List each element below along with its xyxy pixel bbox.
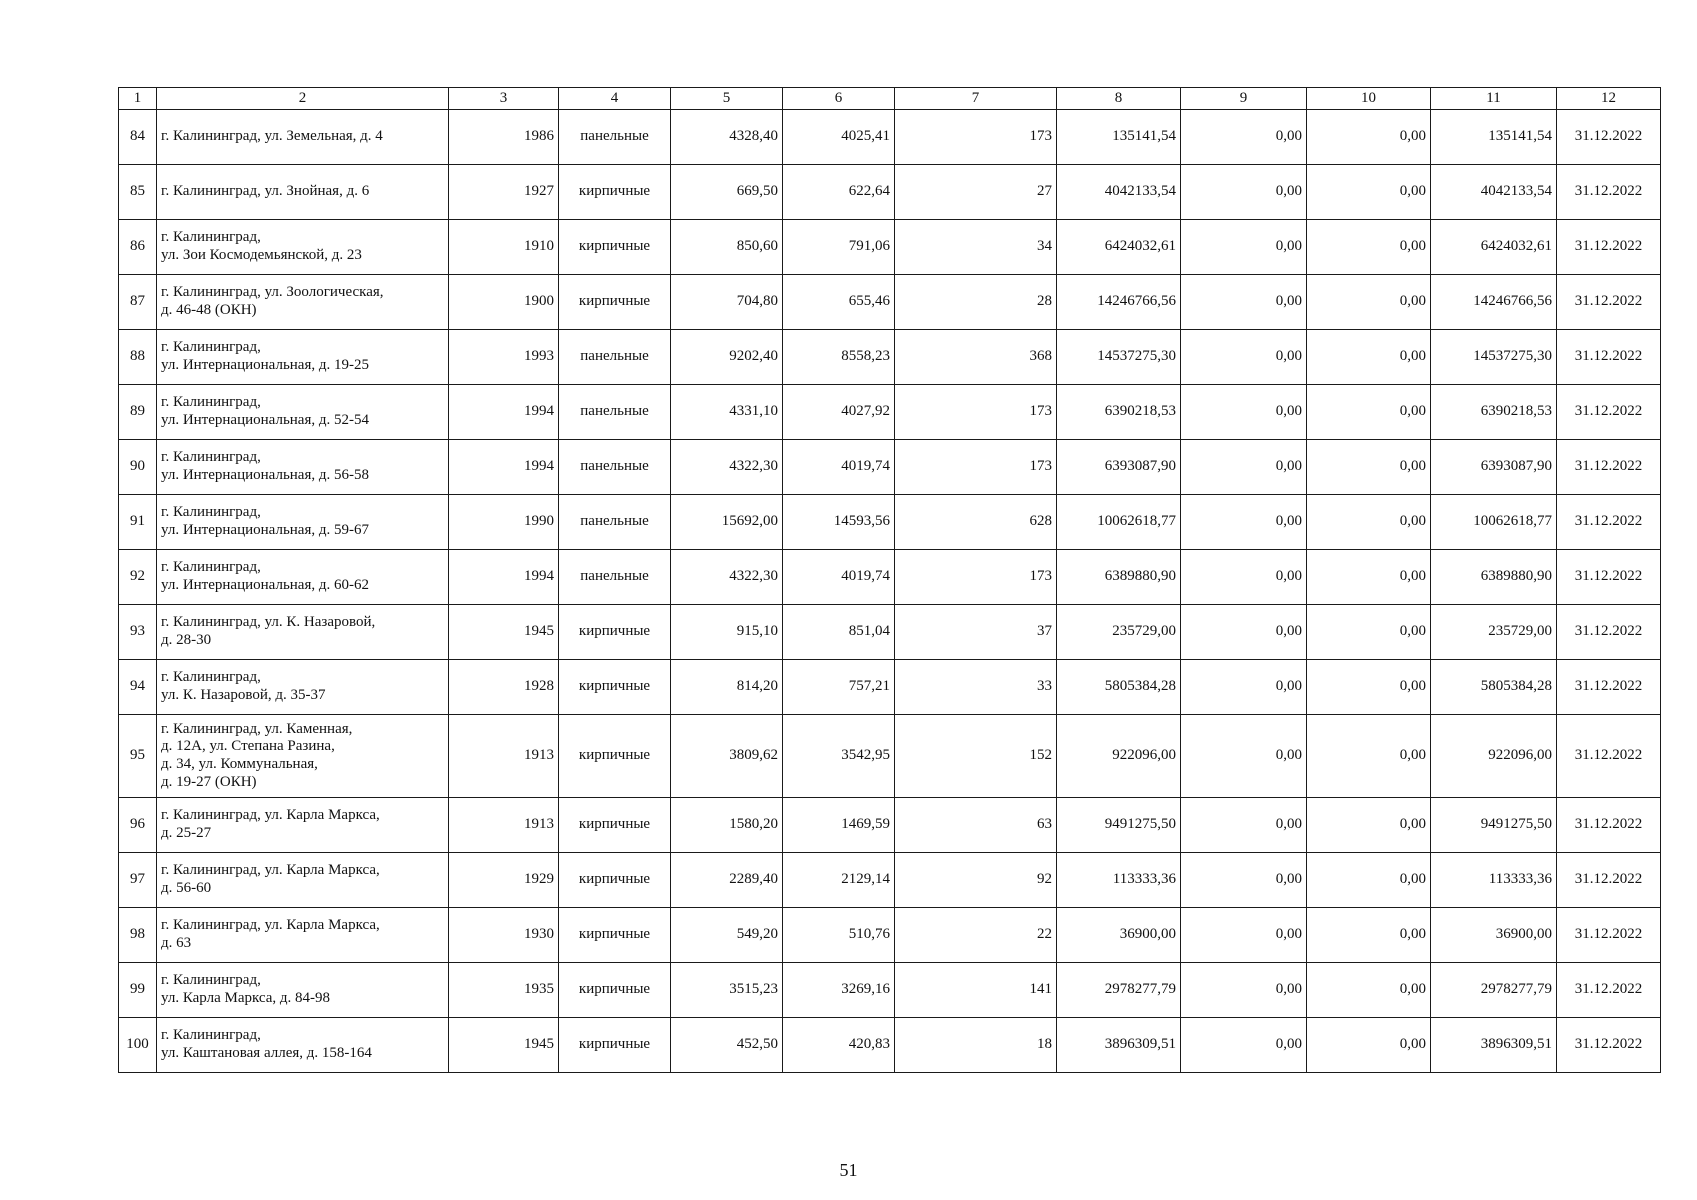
col5-cell: 814,20 xyxy=(671,660,783,715)
col10-cell: 0,00 xyxy=(1307,660,1431,715)
row-number-cell: 86 xyxy=(119,220,157,275)
year-cell: 1913 xyxy=(449,715,559,798)
col7-cell: 28 xyxy=(895,275,1057,330)
column-header-8: 8 xyxy=(1057,88,1181,110)
address-cell xyxy=(157,798,449,853)
col5-cell: 4322,30 xyxy=(671,550,783,605)
address-cell xyxy=(157,495,449,550)
column-header-12: 12 xyxy=(1557,88,1661,110)
table-row xyxy=(119,853,1661,908)
address-line: г. Калининград, ул. Земельная, д. 4 xyxy=(161,128,383,145)
col9-cell: 0,00 xyxy=(1181,715,1307,798)
row-number-cell: 95 xyxy=(119,715,157,798)
wall-material-cell: кирпичные xyxy=(559,798,671,853)
column-header-9: 9 xyxy=(1181,88,1307,110)
address-cell xyxy=(157,330,449,385)
wall-material-cell: кирпичные xyxy=(559,275,671,330)
address-cell xyxy=(157,715,449,798)
year-cell: 1910 xyxy=(449,220,559,275)
col9-cell: 0,00 xyxy=(1181,1018,1307,1073)
col8-cell: 9491275,50 xyxy=(1057,798,1181,853)
col9-cell: 0,00 xyxy=(1181,440,1307,495)
table-row xyxy=(119,220,1661,275)
col5-cell: 9202,40 xyxy=(671,330,783,385)
col10-cell: 0,00 xyxy=(1307,440,1431,495)
wall-material-cell: панельные xyxy=(559,550,671,605)
column-number-header-row xyxy=(119,88,1661,110)
address-cell xyxy=(157,963,449,1018)
date-cell: 31.12.2022 xyxy=(1557,908,1661,963)
address-line: г. Калининград, ул. Карла Маркса, xyxy=(161,862,380,879)
col6-cell: 2129,14 xyxy=(783,853,895,908)
date-cell: 31.12.2022 xyxy=(1557,330,1661,385)
address-line: д. 46-48 (ОКН) xyxy=(161,302,257,318)
col7-cell: 173 xyxy=(895,440,1057,495)
address-cell xyxy=(157,275,449,330)
col7-cell: 92 xyxy=(895,853,1057,908)
col7-cell: 63 xyxy=(895,798,1057,853)
date-cell: 31.12.2022 xyxy=(1557,715,1661,798)
col11-cell: 2978277,79 xyxy=(1431,963,1557,1018)
col8-cell: 6390218,53 xyxy=(1057,385,1181,440)
col6-cell: 420,83 xyxy=(783,1018,895,1073)
column-header-11: 11 xyxy=(1431,88,1557,110)
row-number-cell: 89 xyxy=(119,385,157,440)
col10-cell: 0,00 xyxy=(1307,1018,1431,1073)
col7-cell: 173 xyxy=(895,385,1057,440)
table-row xyxy=(119,963,1661,1018)
year-cell: 1994 xyxy=(449,385,559,440)
col9-cell: 0,00 xyxy=(1181,853,1307,908)
col9-cell: 0,00 xyxy=(1181,330,1307,385)
col6-cell: 622,64 xyxy=(783,165,895,220)
date-cell: 31.12.2022 xyxy=(1557,385,1661,440)
col6-cell: 8558,23 xyxy=(783,330,895,385)
col7-cell: 368 xyxy=(895,330,1057,385)
housing-registry-table xyxy=(118,87,1661,1073)
col9-cell: 0,00 xyxy=(1181,165,1307,220)
date-cell: 31.12.2022 xyxy=(1557,660,1661,715)
year-cell: 1945 xyxy=(449,605,559,660)
col5-cell: 850,60 xyxy=(671,220,783,275)
wall-material-cell: панельные xyxy=(559,495,671,550)
table-row xyxy=(119,385,1661,440)
row-number-cell: 96 xyxy=(119,798,157,853)
col7-cell: 141 xyxy=(895,963,1057,1018)
col6-cell: 3542,95 xyxy=(783,715,895,798)
address-line: д. 28-30 xyxy=(161,632,212,648)
col10-cell: 0,00 xyxy=(1307,853,1431,908)
address-cell xyxy=(157,550,449,605)
col8-cell: 2978277,79 xyxy=(1057,963,1181,1018)
address-line: г. Калининград, xyxy=(161,449,261,466)
col8-cell: 14246766,56 xyxy=(1057,275,1181,330)
row-number-cell: 90 xyxy=(119,440,157,495)
col10-cell: 0,00 xyxy=(1307,798,1431,853)
date-cell: 31.12.2022 xyxy=(1557,550,1661,605)
date-cell: 31.12.2022 xyxy=(1557,853,1661,908)
col10-cell: 0,00 xyxy=(1307,495,1431,550)
column-header-2: 2 xyxy=(157,88,449,110)
col11-cell: 135141,54 xyxy=(1431,110,1557,165)
col11-cell: 6424032,61 xyxy=(1431,220,1557,275)
col6-cell: 791,06 xyxy=(783,220,895,275)
row-number-cell: 88 xyxy=(119,330,157,385)
table-row xyxy=(119,798,1661,853)
row-number-cell: 92 xyxy=(119,550,157,605)
col6-cell: 14593,56 xyxy=(783,495,895,550)
year-cell: 1927 xyxy=(449,165,559,220)
column-header-5: 5 xyxy=(671,88,783,110)
col9-cell: 0,00 xyxy=(1181,385,1307,440)
table-row xyxy=(119,330,1661,385)
address-line: г. Калининград, ул. К. Назаровой, xyxy=(161,614,376,631)
col8-cell: 3896309,51 xyxy=(1057,1018,1181,1073)
address-line: г. Калининград, ул. Зоологическая, xyxy=(161,284,384,301)
col11-cell: 113333,36 xyxy=(1431,853,1557,908)
col6-cell: 757,21 xyxy=(783,660,895,715)
address-line: г. Калининград, ул. Карла Маркса, xyxy=(161,807,380,824)
address-cell xyxy=(157,220,449,275)
col9-cell: 0,00 xyxy=(1181,660,1307,715)
col11-cell: 3896309,51 xyxy=(1431,1018,1557,1073)
col6-cell: 510,76 xyxy=(783,908,895,963)
col6-cell: 4019,74 xyxy=(783,550,895,605)
row-number-cell: 99 xyxy=(119,963,157,1018)
col9-cell: 0,00 xyxy=(1181,495,1307,550)
wall-material-cell: кирпичные xyxy=(559,963,671,1018)
col10-cell: 0,00 xyxy=(1307,908,1431,963)
col6-cell: 3269,16 xyxy=(783,963,895,1018)
col5-cell: 4322,30 xyxy=(671,440,783,495)
col8-cell: 135141,54 xyxy=(1057,110,1181,165)
address-line: г. Калининград, ул. Знойная, д. 6 xyxy=(161,183,370,200)
wall-material-cell: панельные xyxy=(559,385,671,440)
wall-material-cell: панельные xyxy=(559,440,671,495)
col6-cell: 1469,59 xyxy=(783,798,895,853)
row-number-cell: 93 xyxy=(119,605,157,660)
address-line: г. Калининград, xyxy=(161,972,261,989)
table-row xyxy=(119,440,1661,495)
table-row xyxy=(119,1018,1661,1073)
date-cell: 31.12.2022 xyxy=(1557,165,1661,220)
col8-cell: 113333,36 xyxy=(1057,853,1181,908)
row-number-cell: 87 xyxy=(119,275,157,330)
table-row xyxy=(119,165,1661,220)
table-row xyxy=(119,605,1661,660)
col8-cell: 922096,00 xyxy=(1057,715,1181,798)
col7-cell: 173 xyxy=(895,550,1057,605)
date-cell: 31.12.2022 xyxy=(1557,220,1661,275)
col10-cell: 0,00 xyxy=(1307,165,1431,220)
year-cell: 1930 xyxy=(449,908,559,963)
col9-cell: 0,00 xyxy=(1181,220,1307,275)
col10-cell: 0,00 xyxy=(1307,715,1431,798)
col8-cell: 6424032,61 xyxy=(1057,220,1181,275)
address-cell xyxy=(157,1018,449,1073)
address-line: г. Калининград, xyxy=(161,1027,261,1044)
col11-cell: 6389880,90 xyxy=(1431,550,1557,605)
col10-cell: 0,00 xyxy=(1307,275,1431,330)
wall-material-cell: кирпичные xyxy=(559,220,671,275)
col5-cell: 15692,00 xyxy=(671,495,783,550)
address-line: г. Калининград, ул. Каменная, xyxy=(161,720,353,737)
address-line: ул. Интернациональная, д. 52-54 xyxy=(161,412,369,428)
year-cell: 1928 xyxy=(449,660,559,715)
year-cell: 1945 xyxy=(449,1018,559,1073)
year-cell: 1900 xyxy=(449,275,559,330)
address-cell xyxy=(157,440,449,495)
address-line: г. Калининград, xyxy=(161,559,261,576)
col8-cell: 5805384,28 xyxy=(1057,660,1181,715)
address-line: ул. К. Назаровой, д. 35-37 xyxy=(161,687,326,703)
col9-cell: 0,00 xyxy=(1181,550,1307,605)
row-number-cell: 98 xyxy=(119,908,157,963)
col9-cell: 0,00 xyxy=(1181,908,1307,963)
year-cell: 1994 xyxy=(449,440,559,495)
column-header-7: 7 xyxy=(895,88,1057,110)
col6-cell: 4027,92 xyxy=(783,385,895,440)
col7-cell: 34 xyxy=(895,220,1057,275)
col7-cell: 33 xyxy=(895,660,1057,715)
date-cell: 31.12.2022 xyxy=(1557,963,1661,1018)
year-cell: 1913 xyxy=(449,798,559,853)
table-row xyxy=(119,550,1661,605)
col11-cell: 922096,00 xyxy=(1431,715,1557,798)
col9-cell: 0,00 xyxy=(1181,110,1307,165)
address-cell xyxy=(157,853,449,908)
col8-cell: 14537275,30 xyxy=(1057,330,1181,385)
address-line: ул. Интернациональная, д. 56-58 xyxy=(161,467,369,483)
address-line: г. Калининград, xyxy=(161,669,261,686)
col5-cell: 704,80 xyxy=(671,275,783,330)
address-line: г. Калининград, xyxy=(161,339,261,356)
row-number-cell: 94 xyxy=(119,660,157,715)
col5-cell: 452,50 xyxy=(671,1018,783,1073)
col9-cell: 0,00 xyxy=(1181,275,1307,330)
address-line: ул. Интернациональная, д. 19-25 xyxy=(161,357,369,373)
address-cell xyxy=(157,660,449,715)
row-number-cell: 84 xyxy=(119,110,157,165)
address-cell xyxy=(157,605,449,660)
col11-cell: 6390218,53 xyxy=(1431,385,1557,440)
address-line: г. Калининград, xyxy=(161,229,261,246)
wall-material-cell: кирпичные xyxy=(559,165,671,220)
wall-material-cell: кирпичные xyxy=(559,1018,671,1073)
col6-cell: 4025,41 xyxy=(783,110,895,165)
col10-cell: 0,00 xyxy=(1307,963,1431,1018)
col5-cell: 3515,23 xyxy=(671,963,783,1018)
col11-cell: 36900,00 xyxy=(1431,908,1557,963)
col7-cell: 152 xyxy=(895,715,1057,798)
wall-material-cell: кирпичные xyxy=(559,605,671,660)
col6-cell: 655,46 xyxy=(783,275,895,330)
table-row xyxy=(119,275,1661,330)
table-row xyxy=(119,110,1661,165)
col8-cell: 10062618,77 xyxy=(1057,495,1181,550)
address-line: г. Калининград, ул. Карла Маркса, xyxy=(161,917,380,934)
address-cell xyxy=(157,385,449,440)
date-cell: 31.12.2022 xyxy=(1557,495,1661,550)
table-row xyxy=(119,495,1661,550)
address-line: ул. Интернациональная, д. 60-62 xyxy=(161,577,369,593)
row-number-cell: 85 xyxy=(119,165,157,220)
address-line: ул. Интернациональная, д. 59-67 xyxy=(161,522,369,538)
col5-cell: 915,10 xyxy=(671,605,783,660)
address-line: ул. Карла Маркса, д. 84-98 xyxy=(161,990,331,1006)
col11-cell: 14246766,56 xyxy=(1431,275,1557,330)
year-cell: 1935 xyxy=(449,963,559,1018)
col10-cell: 0,00 xyxy=(1307,605,1431,660)
date-cell: 31.12.2022 xyxy=(1557,275,1661,330)
wall-material-cell: панельные xyxy=(559,110,671,165)
address-line: г. Калининград, xyxy=(161,394,261,411)
address-line: д. 25-27 xyxy=(161,825,212,841)
col10-cell: 0,00 xyxy=(1307,220,1431,275)
wall-material-cell: кирпичные xyxy=(559,908,671,963)
address-line: д. 34, ул. Коммунальная, xyxy=(161,756,318,772)
col7-cell: 18 xyxy=(895,1018,1057,1073)
col11-cell: 14537275,30 xyxy=(1431,330,1557,385)
col8-cell: 4042133,54 xyxy=(1057,165,1181,220)
column-header-1: 1 xyxy=(119,88,157,110)
col10-cell: 0,00 xyxy=(1307,110,1431,165)
col9-cell: 0,00 xyxy=(1181,963,1307,1018)
col7-cell: 173 xyxy=(895,110,1057,165)
row-number-cell: 97 xyxy=(119,853,157,908)
row-number-cell: 91 xyxy=(119,495,157,550)
col5-cell: 669,50 xyxy=(671,165,783,220)
column-header-10: 10 xyxy=(1307,88,1431,110)
col5-cell: 4331,10 xyxy=(671,385,783,440)
wall-material-cell: кирпичные xyxy=(559,660,671,715)
col5-cell: 2289,40 xyxy=(671,853,783,908)
col11-cell: 4042133,54 xyxy=(1431,165,1557,220)
address-line: д. 12А, ул. Степана Разина, xyxy=(161,738,335,755)
column-header-6: 6 xyxy=(783,88,895,110)
wall-material-cell: кирпичные xyxy=(559,853,671,908)
date-cell: 31.12.2022 xyxy=(1557,798,1661,853)
col11-cell: 235729,00 xyxy=(1431,605,1557,660)
col7-cell: 37 xyxy=(895,605,1057,660)
col11-cell: 10062618,77 xyxy=(1431,495,1557,550)
address-line: д. 19-27 (ОКН) xyxy=(161,773,257,790)
col6-cell: 851,04 xyxy=(783,605,895,660)
date-cell: 31.12.2022 xyxy=(1557,605,1661,660)
col11-cell: 9491275,50 xyxy=(1431,798,1557,853)
col8-cell: 6393087,90 xyxy=(1057,440,1181,495)
address-line: г. Калининград, xyxy=(161,504,261,521)
address-cell xyxy=(157,110,449,165)
col7-cell: 22 xyxy=(895,908,1057,963)
table-row xyxy=(119,908,1661,963)
col10-cell: 0,00 xyxy=(1307,550,1431,605)
year-cell: 1986 xyxy=(449,110,559,165)
table-row xyxy=(119,660,1661,715)
col10-cell: 0,00 xyxy=(1307,385,1431,440)
column-header-3: 3 xyxy=(449,88,559,110)
date-cell: 31.12.2022 xyxy=(1557,1018,1661,1073)
col7-cell: 628 xyxy=(895,495,1057,550)
address-line: ул. Зои Космодемьянской, д. 23 xyxy=(161,247,362,263)
col8-cell: 36900,00 xyxy=(1057,908,1181,963)
year-cell: 1993 xyxy=(449,330,559,385)
address-line: д. 63 xyxy=(161,935,192,951)
address-cell xyxy=(157,908,449,963)
col6-cell: 4019,74 xyxy=(783,440,895,495)
col9-cell: 0,00 xyxy=(1181,798,1307,853)
col11-cell: 5805384,28 xyxy=(1431,660,1557,715)
col8-cell: 235729,00 xyxy=(1057,605,1181,660)
col11-cell: 6393087,90 xyxy=(1431,440,1557,495)
address-cell xyxy=(157,165,449,220)
col9-cell: 0,00 xyxy=(1181,605,1307,660)
table-body xyxy=(119,110,1661,1073)
col5-cell: 4328,40 xyxy=(671,110,783,165)
table-row xyxy=(119,715,1661,798)
page-number: 51 xyxy=(839,1160,858,1180)
date-cell: 31.12.2022 xyxy=(1557,110,1661,165)
date-cell: 31.12.2022 xyxy=(1557,440,1661,495)
col7-cell: 27 xyxy=(895,165,1057,220)
col5-cell: 3809,62 xyxy=(671,715,783,798)
wall-material-cell: кирпичные xyxy=(559,715,671,798)
column-header-4: 4 xyxy=(559,88,671,110)
row-number-cell: 100 xyxy=(119,1018,157,1073)
year-cell: 1929 xyxy=(449,853,559,908)
year-cell: 1990 xyxy=(449,495,559,550)
col5-cell: 1580,20 xyxy=(671,798,783,853)
wall-material-cell: панельные xyxy=(559,330,671,385)
address-line: ул. Каштановая аллея, д. 158-164 xyxy=(161,1045,372,1061)
col10-cell: 0,00 xyxy=(1307,330,1431,385)
year-cell: 1994 xyxy=(449,550,559,605)
address-line: д. 56-60 xyxy=(161,880,212,896)
col5-cell: 549,20 xyxy=(671,908,783,963)
col8-cell: 6389880,90 xyxy=(1057,550,1181,605)
